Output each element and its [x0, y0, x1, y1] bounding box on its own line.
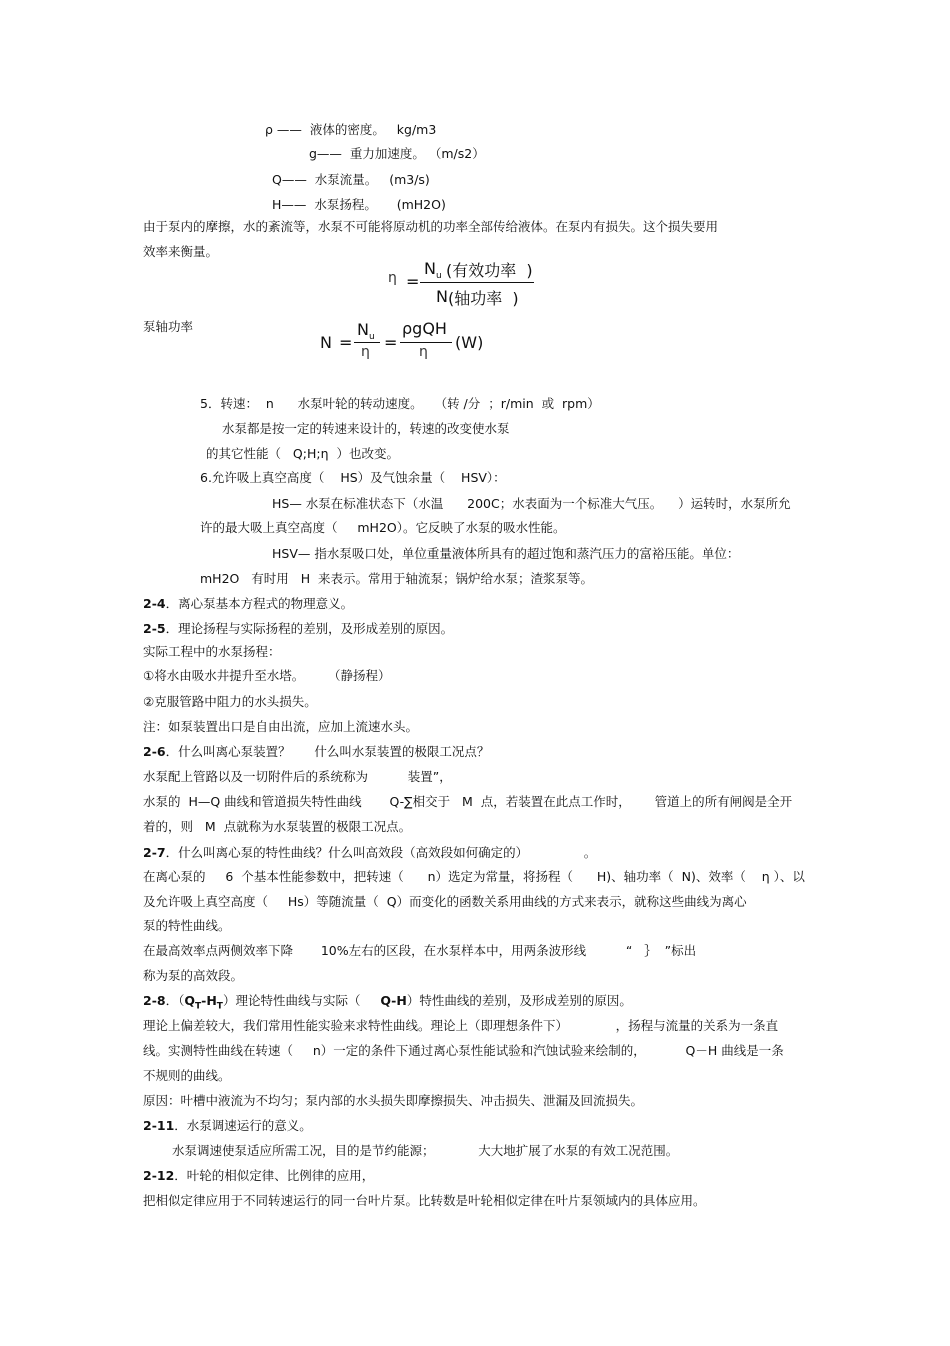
answer-2-11: 水泵调速使泵适应所需工况，目的是节约能源； 大大地扩展了水泵的有效工况范围。	[172, 1143, 679, 1158]
fraction-bar	[420, 282, 534, 283]
question-2-4: 2-4．离心泵基本方程式的物理意义。	[143, 596, 354, 611]
equals-sign-1: =	[339, 333, 353, 352]
shaft-n: N	[320, 333, 332, 352]
fraction-bar-2	[400, 342, 452, 343]
item-6-hsv-2: mH2O 有时用 H 来表示。常用于轴流泵；锅炉给水泵；渣浆泵等。	[200, 571, 594, 586]
answer-2-8-a: 理论上偏差较大，我们常用性能实验来求特性曲线。理论上（即理想条件下） ，扬程与流量的关系为一条直	[143, 1018, 779, 1033]
item-5-text-1: 水泵都是按一定的转速来设计的，转速的改变使水泵	[222, 421, 510, 436]
num2-rhogqh: ρgQH	[402, 319, 447, 338]
answer-2-5-b: ①将水由吸水井提升至水塔。 （静扬程）	[143, 668, 391, 683]
def-rho: ρ —— 液体的密度。 kg/m3	[265, 122, 437, 137]
question-2-12: 2-12．叶轮的相似定律、比例律的应用，	[143, 1168, 375, 1183]
item-5-text-2: 的其它性能（ Q;H;η ）也改变。	[206, 446, 399, 461]
answer-2-6-c: 着的，则 M 点就称为水泵装置的极限工况点。	[143, 819, 412, 834]
question-2-11: 2-11．水泵调速运行的意义。	[143, 1118, 312, 1133]
fraction-bar-1	[354, 342, 380, 343]
shaft-power-label: 泵轴功率	[143, 319, 194, 334]
den1-eta: η	[361, 344, 370, 360]
answer-2-7-c: 泵的特性曲线。	[143, 918, 231, 933]
item-6-hs-1: HS— 水泵在标准状态下（水温 200C；水表面为一个标准大气压。 ）运转时，水泵所允	[272, 496, 791, 511]
loss-text-1: 由于泵内的摩擦，水的紊流等，水泵不可能将原动机的功率全部传给液体。在泵内有损失。这个损失要用	[143, 219, 719, 234]
num1-n: $N_u$	[357, 320, 375, 343]
question-2-8: 2-8．$(Q_T-H_T)$理论特性曲线与实际（ Q-H）特性曲线的差别，及形成差别的原因。	[143, 993, 632, 1012]
answer-2-7-d: 在最高效率点两侧效率下降 10%左右的区段，在水泵样本中，用两条波形线 “ ｝ ”标出	[143, 943, 697, 958]
answer-2-6-b: 水泵的 H—Q 曲线和管道损失特性曲线 Q-∑相交于 M 点，若装置在此点工作时， 管道上的所有闸阀是全开	[143, 794, 793, 809]
item-6-heading: 6.允许吸上真空高度（ HS）及气蚀余量（ HSV）：	[200, 470, 506, 485]
item-6-hs-2: 许的最大吸上真空高度（ mH2O）。它反映了水泵的吸水性能。	[200, 520, 566, 535]
question-2-6: 2-6．什么叫离心泵装置？ 什么叫水泵装置的极限工况点？	[143, 744, 490, 759]
den2-eta: η	[419, 344, 428, 360]
def-h: H—— 水泵扬程。 (mH2O)	[272, 197, 446, 212]
question-2-7: 2-7．什么叫离心泵的特性曲线？什么叫高效段（高效段如何确定的） 。	[143, 845, 597, 860]
answer-2-8-c: 不规则的曲线。	[143, 1068, 231, 1083]
def-g: g—— 重力加速度。 （m/s2）	[309, 146, 485, 161]
equals-sign-2: =	[384, 333, 398, 352]
def-q: Q—— 水泵流量。 (m3/s)	[272, 172, 430, 187]
numerator-text: (有效功率 )	[446, 261, 533, 280]
numerator-n: $N_u$	[424, 259, 442, 282]
answer-2-8-d: 原因：叶槽中液流为不均匀；泵内部的水头损失即摩擦损失、冲击损失、泄漏及回流损失。	[143, 1093, 644, 1108]
answer-2-8-b: 线。实测特性曲线在转速（ n）一定的条件下通过离心泵性能试验和汽蚀试验来绘制的， Q－H 曲线是一条	[143, 1043, 784, 1058]
eta-symbol: η	[388, 270, 397, 286]
item-5-speed: 5．转速： n 水泵叶轮的转动速度。 （转 /分 ；r/min 或 rpm）	[200, 396, 600, 411]
answer-2-12: 把相似定律应用于不同转速运行的同一台叶片泵。比转数是叶轮相似定律在叶片泵领域内的具体应用。	[143, 1193, 706, 1208]
answer-2-7-e: 称为泵的高效段。	[143, 968, 244, 983]
denominator-text: (轴功率 )	[448, 289, 519, 308]
loss-text-2: 效率来衡量。	[143, 244, 219, 259]
answer-2-7-a: 在离心泵的 6 个基本性能参数中，把转速（ n）选定为常量，将扬程（ H)、轴功率（ N)、效率（ η ）、以	[143, 869, 805, 884]
answer-2-5-d: 注：如泵装置出口是自由出流，应加上流速水头。	[143, 719, 419, 734]
answer-2-6-a: 水泵配上管路以及一切附件后的系统称为 装置”，	[143, 769, 452, 784]
question-2-5: 2-5．理论扬程与实际扬程的差别，及形成差别的原因。	[143, 621, 454, 636]
unit-watt: (W)	[455, 333, 484, 352]
denominator-n: N	[436, 287, 448, 306]
answer-2-5-a: 实际工程中的水泵扬程：	[143, 644, 281, 659]
answer-2-5-c: ②克服管路中阻力的水头损失。	[143, 694, 317, 709]
equals-sign: =	[406, 272, 420, 291]
item-6-hsv-1: HSV— 指水泵吸口处，单位重量液体所具有的超过饱和蒸汽压力的富裕压能。单位：	[272, 546, 740, 561]
answer-2-7-b: 及允许吸上真空高度（ Hs）等随流量（ Q）而变化的函数关系用曲线的方式来表示，就称这些曲线为离心	[143, 894, 747, 909]
